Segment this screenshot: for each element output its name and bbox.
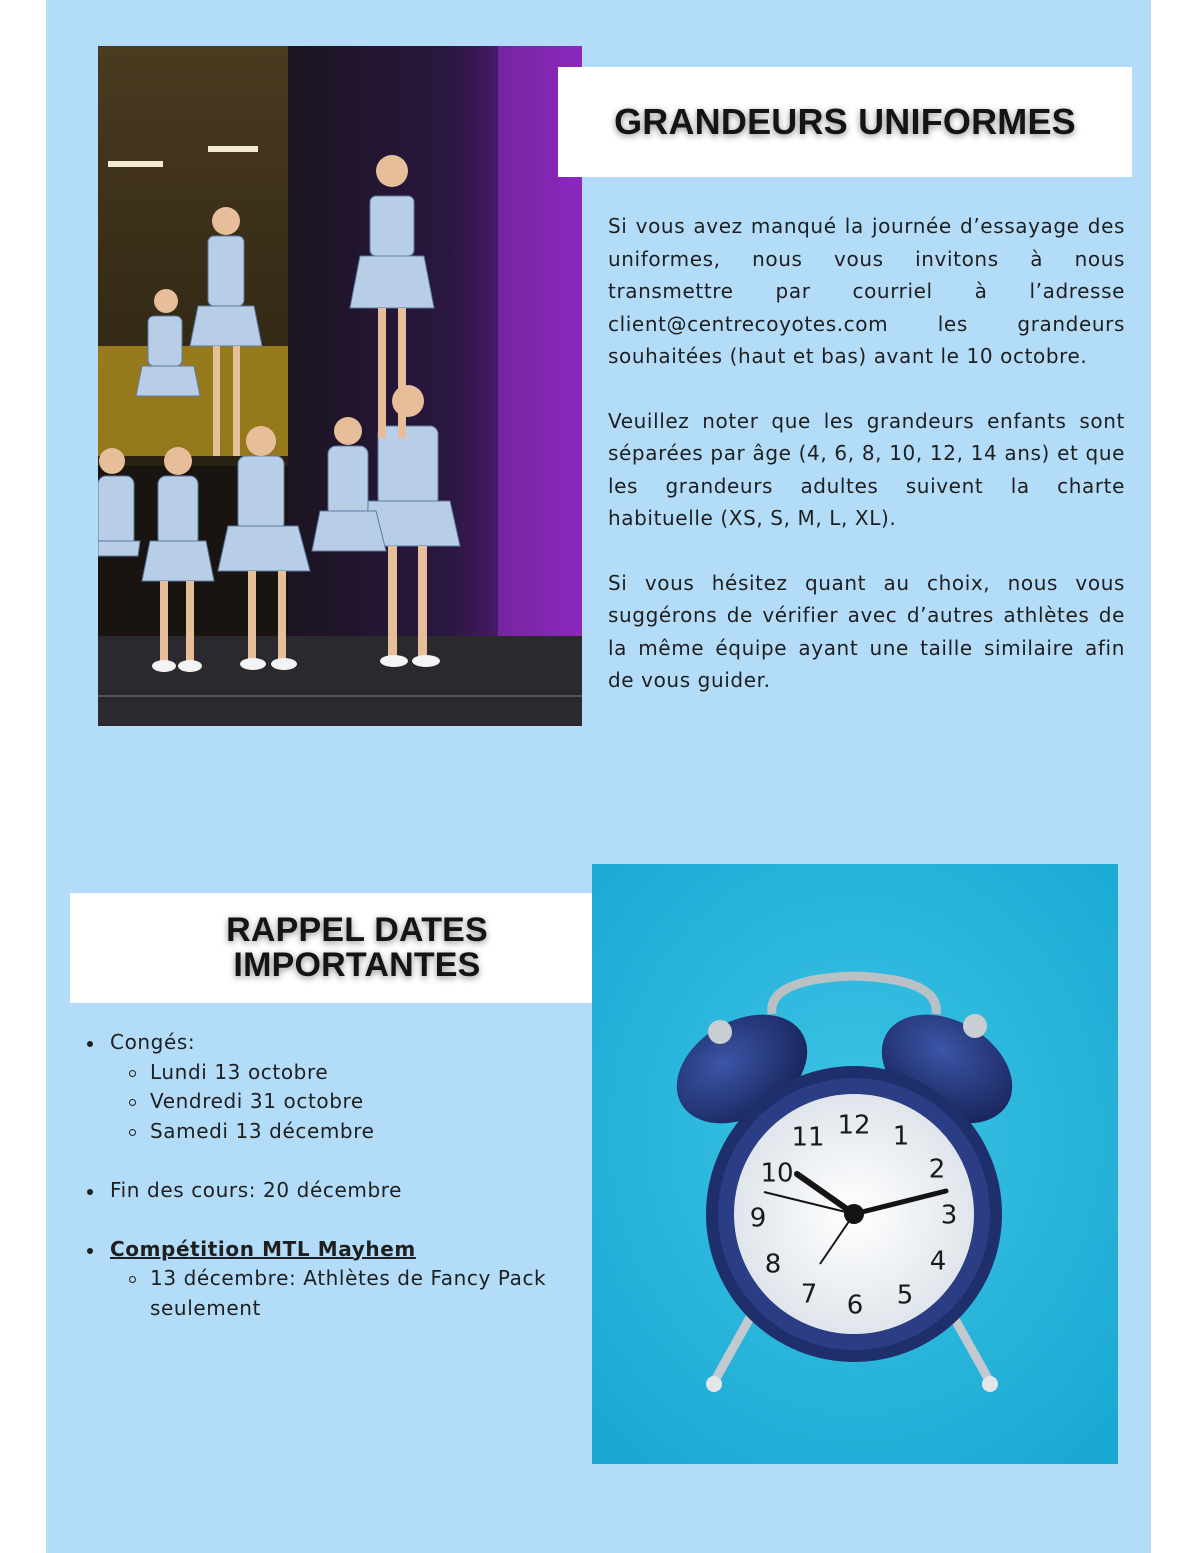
sub-list-item: Vendredi 31 octobre <box>150 1087 584 1117</box>
dates-title-box <box>70 893 644 1003</box>
clock-number: 8 <box>764 1249 782 1280</box>
uniformes-paragraph: Veuillez noter que les grandeurs enfants sont séparées par âge (4, 6, 8, 10, 12, 14 ans) et que les grandeurs adultes suivent la charte habituelle (XS, S, M, L, XL). <box>608 408 1125 530</box>
clock-number: 7 <box>800 1279 818 1310</box>
clock-number: 2 <box>928 1154 946 1185</box>
alarm-clock-photo <box>592 864 1118 1464</box>
list-item-label: Congés: <box>110 1030 196 1054</box>
sub-list-item: Lundi 13 octobre <box>150 1058 584 1088</box>
dates-title-line2: IMPORTANTES <box>233 946 481 984</box>
cheerleading-photo <box>98 46 582 726</box>
clock-number: 6 <box>846 1290 864 1321</box>
clock-number: 10 <box>760 1158 794 1189</box>
list-item <box>84 1028 584 1146</box>
uniformes-title: GRANDEURS UNIFORMES <box>614 101 1076 142</box>
uniformes-paragraph: Si vous hésitez quant au choix, nous vous suggérons de vérifier avec d’autres athlètes de la même équipe ayant une taille similaire afin de vous guider. <box>608 570 1125 692</box>
uniformes-paragraph: Si vous avez manqué la journée d’essayage des uniformes, nous vous invitons à nous transmettre par courriel à l’adresse client@centrecoyotes.com les grandeurs souhaitées (haut et bas) avant le 10 octobre. <box>608 214 1125 368</box>
list-item <box>84 1235 584 1324</box>
clock-number: 5 <box>896 1280 914 1311</box>
competition-link[interactable]: Compétition MTL Mayhem <box>110 1236 416 1261</box>
uniformes-body <box>608 210 1125 729</box>
clock-number: 3 <box>940 1200 958 1231</box>
clock-number: 1 <box>892 1121 910 1152</box>
cheerleading-illustration <box>98 46 582 726</box>
sub-list-item: Samedi 13 décembre <box>150 1117 584 1147</box>
list-item <box>84 1176 584 1206</box>
alarm-clock-illustration <box>592 864 1118 1464</box>
dates-list <box>84 1028 584 1353</box>
clock-number: 11 <box>791 1122 825 1153</box>
uniformes-title-box <box>558 67 1132 177</box>
clock-number: 4 <box>929 1246 947 1277</box>
dates-title-line1: RAPPEL DATES <box>226 911 488 949</box>
list-item-label: Fin des cours: 20 décembre <box>110 1177 403 1202</box>
clock-number: 12 <box>837 1110 871 1141</box>
sub-list-item: 13 décembre: Athlètes de Fancy Pack seulement <box>150 1264 584 1323</box>
dates-title <box>226 913 488 983</box>
clock-number: 9 <box>749 1203 767 1234</box>
